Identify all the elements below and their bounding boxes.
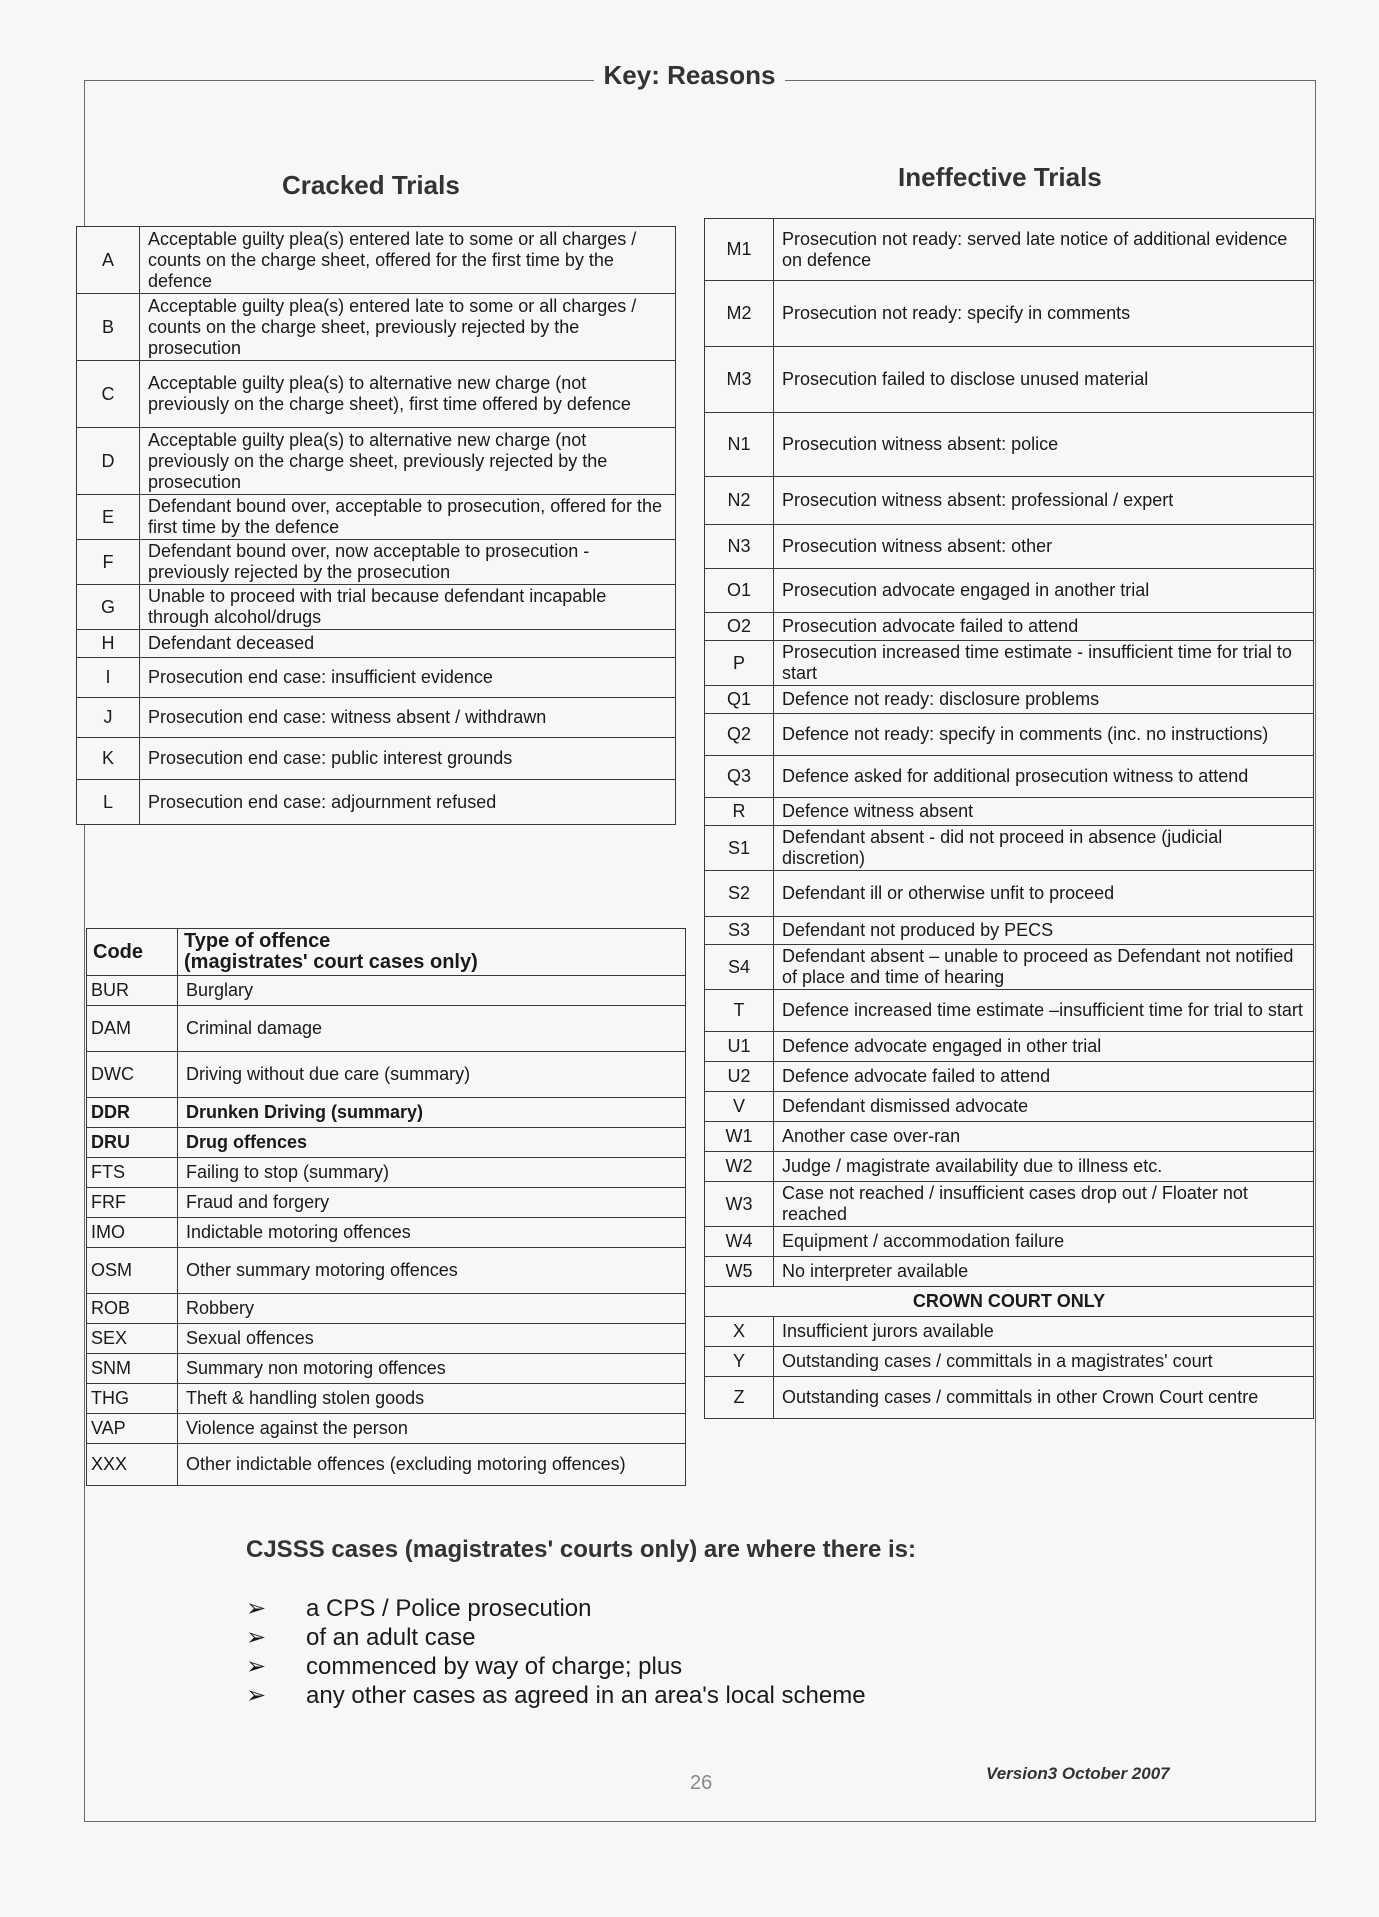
ineffective-row xyxy=(705,1257,1314,1287)
offence-row xyxy=(87,1052,686,1098)
reason-description: Defendant ill or otherwise unfit to proceed xyxy=(774,871,1314,917)
cracked-row xyxy=(77,658,676,698)
reason-description: Defence witness absent xyxy=(774,798,1314,826)
reason-code: U2 xyxy=(705,1062,774,1092)
reason-code: S2 xyxy=(705,871,774,917)
offence-code: BUR xyxy=(87,976,178,1006)
offence-type: Indictable motoring offences xyxy=(178,1218,686,1248)
offence-row xyxy=(87,976,686,1006)
ineffective-row xyxy=(705,613,1314,641)
offence-code: SNM xyxy=(87,1354,178,1384)
type-header-line2: (magistrates' court cases only) xyxy=(184,951,478,973)
ineffective-row xyxy=(705,1032,1314,1062)
ineffective-row xyxy=(705,1122,1314,1152)
offence-row xyxy=(87,1128,686,1158)
reason-description: Prosecution end case: witness absent / withdrawn xyxy=(140,698,676,738)
reason-description: Defendant absent - did not proceed in absence (judicial discretion) xyxy=(774,826,1314,871)
cjsss-item-text: a CPS / Police prosecution xyxy=(306,1595,592,1622)
reason-code: T xyxy=(705,990,774,1032)
reason-code: Q2 xyxy=(705,714,774,756)
reason-code: E xyxy=(77,495,140,540)
reason-description: Defence not ready: disclosure problems xyxy=(774,686,1314,714)
reason-description: Acceptable guilty plea(s) to alternative new charge (not previously on the charge sheet, previously rejected by the prosecution xyxy=(140,428,676,495)
reason-description: Outstanding cases / committals in a magistrates' court xyxy=(774,1347,1314,1377)
offence-type: Theft & handling stolen goods xyxy=(178,1384,686,1414)
reason-code: N1 xyxy=(705,413,774,477)
offence-type: Fraud and forgery xyxy=(178,1188,686,1218)
offence-code: DWC xyxy=(87,1052,178,1098)
cracked-row xyxy=(77,294,676,361)
offence-type: Sexual offences xyxy=(178,1324,686,1354)
offence-row xyxy=(87,1414,686,1444)
ineffective-row xyxy=(705,798,1314,826)
ineffective-row xyxy=(705,1182,1314,1227)
code-header: Code xyxy=(87,929,178,976)
reason-code: W1 xyxy=(705,1122,774,1152)
offence-type: Other indictable offences (excluding motoring offences) xyxy=(178,1444,686,1486)
ineffective-row xyxy=(705,714,1314,756)
reason-description: Prosecution advocate engaged in another trial xyxy=(774,569,1314,613)
reason-code: S1 xyxy=(705,826,774,871)
offence-code: ROB xyxy=(87,1294,178,1324)
offence-row xyxy=(87,1218,686,1248)
reason-code: Q1 xyxy=(705,686,774,714)
ineffective-trials-title: Ineffective Trials xyxy=(898,162,1102,192)
crown-court-row xyxy=(705,1317,1314,1347)
reason-description: Defendant bound over, acceptable to prosecution, offered for the first time by the defence xyxy=(140,495,676,540)
offence-code: XXX xyxy=(87,1444,178,1486)
ineffective-row xyxy=(705,1227,1314,1257)
reason-description: Prosecution witness absent: other xyxy=(774,525,1314,569)
reason-code: J xyxy=(77,698,140,738)
cjsss-list xyxy=(246,1594,866,1710)
offence-type: Driving without due care (summary) xyxy=(178,1052,686,1098)
reason-description: Prosecution witness absent: professional / expert xyxy=(774,477,1314,525)
ineffective-row xyxy=(705,917,1314,945)
ineffective-row xyxy=(705,477,1314,525)
offence-code: IMO xyxy=(87,1218,178,1248)
reason-description: Defence increased time estimate –insufficient time for trial to start xyxy=(774,990,1314,1032)
reason-description: Defendant not produced by PECS xyxy=(774,917,1314,945)
offence-code: SEX xyxy=(87,1324,178,1354)
cracked-row xyxy=(77,780,676,825)
reason-description: Another case over-ran xyxy=(774,1122,1314,1152)
cracked-trials-table xyxy=(76,226,676,825)
offence-row xyxy=(87,1354,686,1384)
reason-code: X xyxy=(705,1317,774,1347)
crown-court-row xyxy=(705,1347,1314,1377)
offence-type: Drunken Driving (summary) xyxy=(178,1098,686,1128)
reason-code: Q3 xyxy=(705,756,774,798)
reason-code: P xyxy=(705,641,774,686)
reason-code: G xyxy=(77,585,140,630)
cracked-row xyxy=(77,698,676,738)
ineffective-row xyxy=(705,756,1314,798)
reason-code: D xyxy=(77,428,140,495)
reason-description: Acceptable guilty plea(s) entered late to some or all charges / counts on the charge sheet, previously rejected by the prosecution xyxy=(140,294,676,361)
ineffective-row xyxy=(705,686,1314,714)
cjsss-item xyxy=(246,1623,866,1652)
offence-type: Violence against the person xyxy=(178,1414,686,1444)
offence-type: Robbery xyxy=(178,1294,686,1324)
reason-code: O1 xyxy=(705,569,774,613)
cracked-row xyxy=(77,227,676,294)
ineffective-trials-table xyxy=(704,218,1314,1419)
reason-description: Prosecution increased time estimate - insufficient time for trial to start xyxy=(774,641,1314,686)
cracked-row xyxy=(77,738,676,780)
cjsss-item-text: of an adult case xyxy=(306,1624,476,1651)
reason-description: Defendant bound over, now acceptable to prosecution - previously rejected by the prosecution xyxy=(140,540,676,585)
offence-row xyxy=(87,1006,686,1052)
reason-code: U1 xyxy=(705,1032,774,1062)
arrow-bullet-icon: ➢ xyxy=(246,1624,267,1651)
ineffective-row xyxy=(705,945,1314,990)
ineffective-row xyxy=(705,413,1314,477)
reason-code: I xyxy=(77,658,140,698)
reason-description: Defence not ready: specify in comments (inc. no instructions) xyxy=(774,714,1314,756)
reason-code: V xyxy=(705,1092,774,1122)
offence-row xyxy=(87,1158,686,1188)
reason-code: O2 xyxy=(705,613,774,641)
reason-code: R xyxy=(705,798,774,826)
arrow-bullet-icon: ➢ xyxy=(246,1682,267,1709)
reason-code: W2 xyxy=(705,1152,774,1182)
page-title: Key: Reasons xyxy=(0,60,1379,91)
reason-description: Defence advocate failed to attend xyxy=(774,1062,1314,1092)
reason-code: B xyxy=(77,294,140,361)
cracked-row xyxy=(77,361,676,428)
crown-court-heading: CROWN COURT ONLY xyxy=(705,1287,1314,1317)
cjsss-item xyxy=(246,1681,866,1710)
reason-code: F xyxy=(77,540,140,585)
offence-row xyxy=(87,1384,686,1414)
ineffective-row xyxy=(705,347,1314,413)
reason-description: Defence advocate engaged in other trial xyxy=(774,1032,1314,1062)
crown-court-row xyxy=(705,1377,1314,1419)
arrow-bullet-icon: ➢ xyxy=(246,1653,267,1680)
ineffective-row xyxy=(705,871,1314,917)
offence-code: DDR xyxy=(87,1098,178,1128)
reason-description: Defendant deceased xyxy=(140,630,676,658)
reason-description: Acceptable guilty plea(s) entered late to some or all charges / counts on the charge sheet, offered for the first time by the defence xyxy=(140,227,676,294)
reason-description: Unable to proceed with trial because defendant incapable through alcohol/drugs xyxy=(140,585,676,630)
reason-description: Equipment / accommodation failure xyxy=(774,1227,1314,1257)
reason-description: No interpreter available xyxy=(774,1257,1314,1287)
offence-row xyxy=(87,1294,686,1324)
cracked-row xyxy=(77,585,676,630)
offence-type-table xyxy=(86,928,686,1486)
version-label: Version3 October 2007 xyxy=(986,1764,1170,1783)
reason-description: Case not reached / insufficient cases drop out / Floater not reached xyxy=(774,1182,1314,1227)
reason-code: M1 xyxy=(705,219,774,281)
reason-code: H xyxy=(77,630,140,658)
cracked-row xyxy=(77,540,676,585)
reason-code: S3 xyxy=(705,917,774,945)
reason-code: W3 xyxy=(705,1182,774,1227)
reason-description: Defendant dismissed advocate xyxy=(774,1092,1314,1122)
cjsss-item-text: any other cases as agreed in an area's local scheme xyxy=(306,1682,866,1709)
reason-code: Y xyxy=(705,1347,774,1377)
ineffective-row xyxy=(705,219,1314,281)
ineffective-row xyxy=(705,1062,1314,1092)
cracked-row xyxy=(77,428,676,495)
reason-code: M2 xyxy=(705,281,774,347)
offence-row xyxy=(87,1248,686,1294)
offence-row xyxy=(87,1188,686,1218)
page-number: 26 xyxy=(690,1772,713,1794)
reason-code: C xyxy=(77,361,140,428)
reason-description: Defendant absent – unable to proceed as Defendant not notified of place and time of hearing xyxy=(774,945,1314,990)
offence-code: OSM xyxy=(87,1248,178,1294)
reason-description: Prosecution end case: insufficient evidence xyxy=(140,658,676,698)
cracked-row xyxy=(77,495,676,540)
reason-description: Judge / magistrate availability due to illness etc. xyxy=(774,1152,1314,1182)
reason-description: Prosecution end case: public interest grounds xyxy=(140,738,676,780)
ineffective-row xyxy=(705,569,1314,613)
reason-code: W5 xyxy=(705,1257,774,1287)
reason-code: N3 xyxy=(705,525,774,569)
offence-code: THG xyxy=(87,1384,178,1414)
reason-description: Prosecution not ready: specify in comments xyxy=(774,281,1314,347)
reason-code: Z xyxy=(705,1377,774,1419)
cjsss-item xyxy=(246,1652,866,1681)
offence-code: FRF xyxy=(87,1188,178,1218)
type-header-line1: Type of offence xyxy=(184,930,331,952)
offence-row xyxy=(87,1324,686,1354)
reason-description: Insufficient jurors available xyxy=(774,1317,1314,1347)
reason-code: W4 xyxy=(705,1227,774,1257)
reason-description: Prosecution failed to disclose unused material xyxy=(774,347,1314,413)
reason-description: Prosecution witness absent: police xyxy=(774,413,1314,477)
reason-code: S4 xyxy=(705,945,774,990)
ineffective-row xyxy=(705,281,1314,347)
offence-code: VAP xyxy=(87,1414,178,1444)
reason-description: Prosecution not ready: served late notice of additional evidence on defence xyxy=(774,219,1314,281)
crown-court-heading-row xyxy=(705,1287,1314,1317)
offence-table-header xyxy=(87,929,686,976)
cracked-trials-title: Cracked Trials xyxy=(282,170,460,200)
ineffective-row xyxy=(705,641,1314,686)
reason-code: N2 xyxy=(705,477,774,525)
reason-description: Acceptable guilty plea(s) to alternative new charge (not previously on the charge sheet), first time offered by defence xyxy=(140,361,676,428)
ineffective-row xyxy=(705,990,1314,1032)
offence-code: FTS xyxy=(87,1158,178,1188)
offence-code: DAM xyxy=(87,1006,178,1052)
offence-type: Other summary motoring offences xyxy=(178,1248,686,1294)
ineffective-row xyxy=(705,525,1314,569)
offence-type: Burglary xyxy=(178,976,686,1006)
offence-row xyxy=(87,1444,686,1486)
ineffective-row xyxy=(705,826,1314,871)
offence-type: Drug offences xyxy=(178,1128,686,1158)
reason-description: Prosecution end case: adjournment refused xyxy=(140,780,676,825)
offence-type: Summary non motoring offences xyxy=(178,1354,686,1384)
reason-description: Prosecution advocate failed to attend xyxy=(774,613,1314,641)
reason-description: Outstanding cases / committals in other Crown Court centre xyxy=(774,1377,1314,1419)
reason-description: Defence asked for additional prosecution witness to attend xyxy=(774,756,1314,798)
reason-code: A xyxy=(77,227,140,294)
arrow-bullet-icon: ➢ xyxy=(246,1595,267,1622)
offence-type: Criminal damage xyxy=(178,1006,686,1052)
cjsss-heading: CJSSS cases (magistrates' courts only) are where there is: xyxy=(246,1536,916,1563)
reason-code: M3 xyxy=(705,347,774,413)
offence-row xyxy=(87,1098,686,1128)
reason-code: L xyxy=(77,780,140,825)
ineffective-row xyxy=(705,1092,1314,1122)
ineffective-row xyxy=(705,1152,1314,1182)
reason-code: K xyxy=(77,738,140,780)
offence-code: DRU xyxy=(87,1128,178,1158)
offence-type: Failing to stop (summary) xyxy=(178,1158,686,1188)
cracked-row xyxy=(77,630,676,658)
cjsss-item xyxy=(246,1594,866,1623)
cjsss-item-text: commenced by way of charge; plus xyxy=(306,1653,683,1680)
type-header xyxy=(178,929,686,976)
